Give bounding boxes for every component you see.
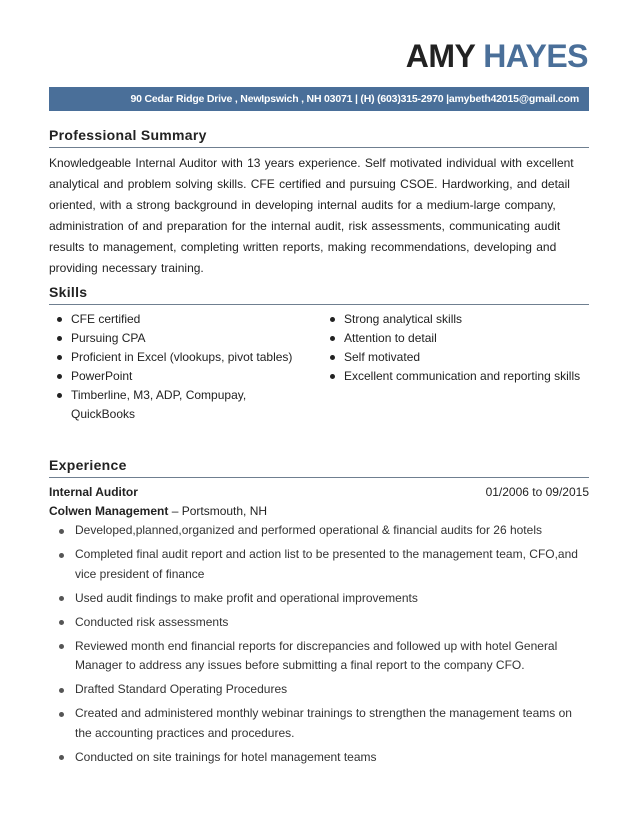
job-duties-list [49,521,589,772]
job-company-line [49,504,267,518]
duty-item: Reviewed month end financial reports for discrepancies and followed up with hotel General Manager to address any issues before submitting a final report to the company CFO. [49,637,589,676]
skill-item: PowerPoint [49,367,299,386]
duty-item: Created and administered monthly webinar trainings to strengthen the management teams on the accounting practices and procedures. [49,704,589,743]
skill-item: Proficient in Excel (vlookups, pivot tables) [49,348,299,367]
company-name: Colwen Management [49,504,169,518]
skill-item: Self motivated [322,348,582,367]
experience-divider [49,477,589,478]
skill-item: CFE certified [49,310,299,329]
job-dates: 01/2006 to 09/2015 [485,485,589,499]
duty-item: Developed,planned,organized and performed operational & financial audits for 26 hotels [49,521,589,541]
skills-list-left [49,310,299,424]
experience-heading: Experience [49,457,127,473]
skill-item: Timberline, M3, ADP, Compupay, QuickBooks [49,386,299,424]
summary-divider [49,147,589,148]
skills-heading: Skills [49,284,88,300]
first-name: AMY [405,38,475,74]
summary-heading: Professional Summary [49,127,207,143]
duty-item: Drafted Standard Operating Procedures [49,680,589,700]
company-location: – Portsmouth, NH [168,504,268,518]
skills-list-right [322,310,582,386]
duty-item: Conducted on site trainings for hotel management teams [49,748,589,768]
last-name: HAYES [483,38,588,74]
skill-item: Attention to detail [322,329,582,348]
duty-item: Conducted risk assessments [49,613,589,633]
duty-item: Completed final audit report and action list to be presented to the management team, CFO,and vice president of finance [49,545,589,584]
candidate-name [406,38,588,74]
skill-item: Strong analytical skills [322,310,582,329]
skill-item: Pursuing CPA [49,329,299,348]
contact-bar: 90 Cedar Ridge Drive , NewIpswich , NH 03071 | (H) (603)315-2970 |amybeth42015@gmail.com [49,87,589,111]
skill-item: Excellent communication and reporting skills [322,367,582,386]
summary-text: Knowledgeable Internal Auditor with 13 years experience. Self motivated individual with excellent analytical and problem solving skills. CFE certified and pursuing CSOE. Hardworking, and detail oriented, with a strong background in developing internal audits for a medium-large company, administration of and preparation for the internal audit, risk assessments, communicating audit results to management, completing written reports, making recommendations, developing and providing necessary training. [49,156,574,275]
duty-item: Used audit findings to make profit and operational improvements [49,589,589,609]
job-title: Internal Auditor [49,485,138,499]
skills-divider [49,304,589,305]
